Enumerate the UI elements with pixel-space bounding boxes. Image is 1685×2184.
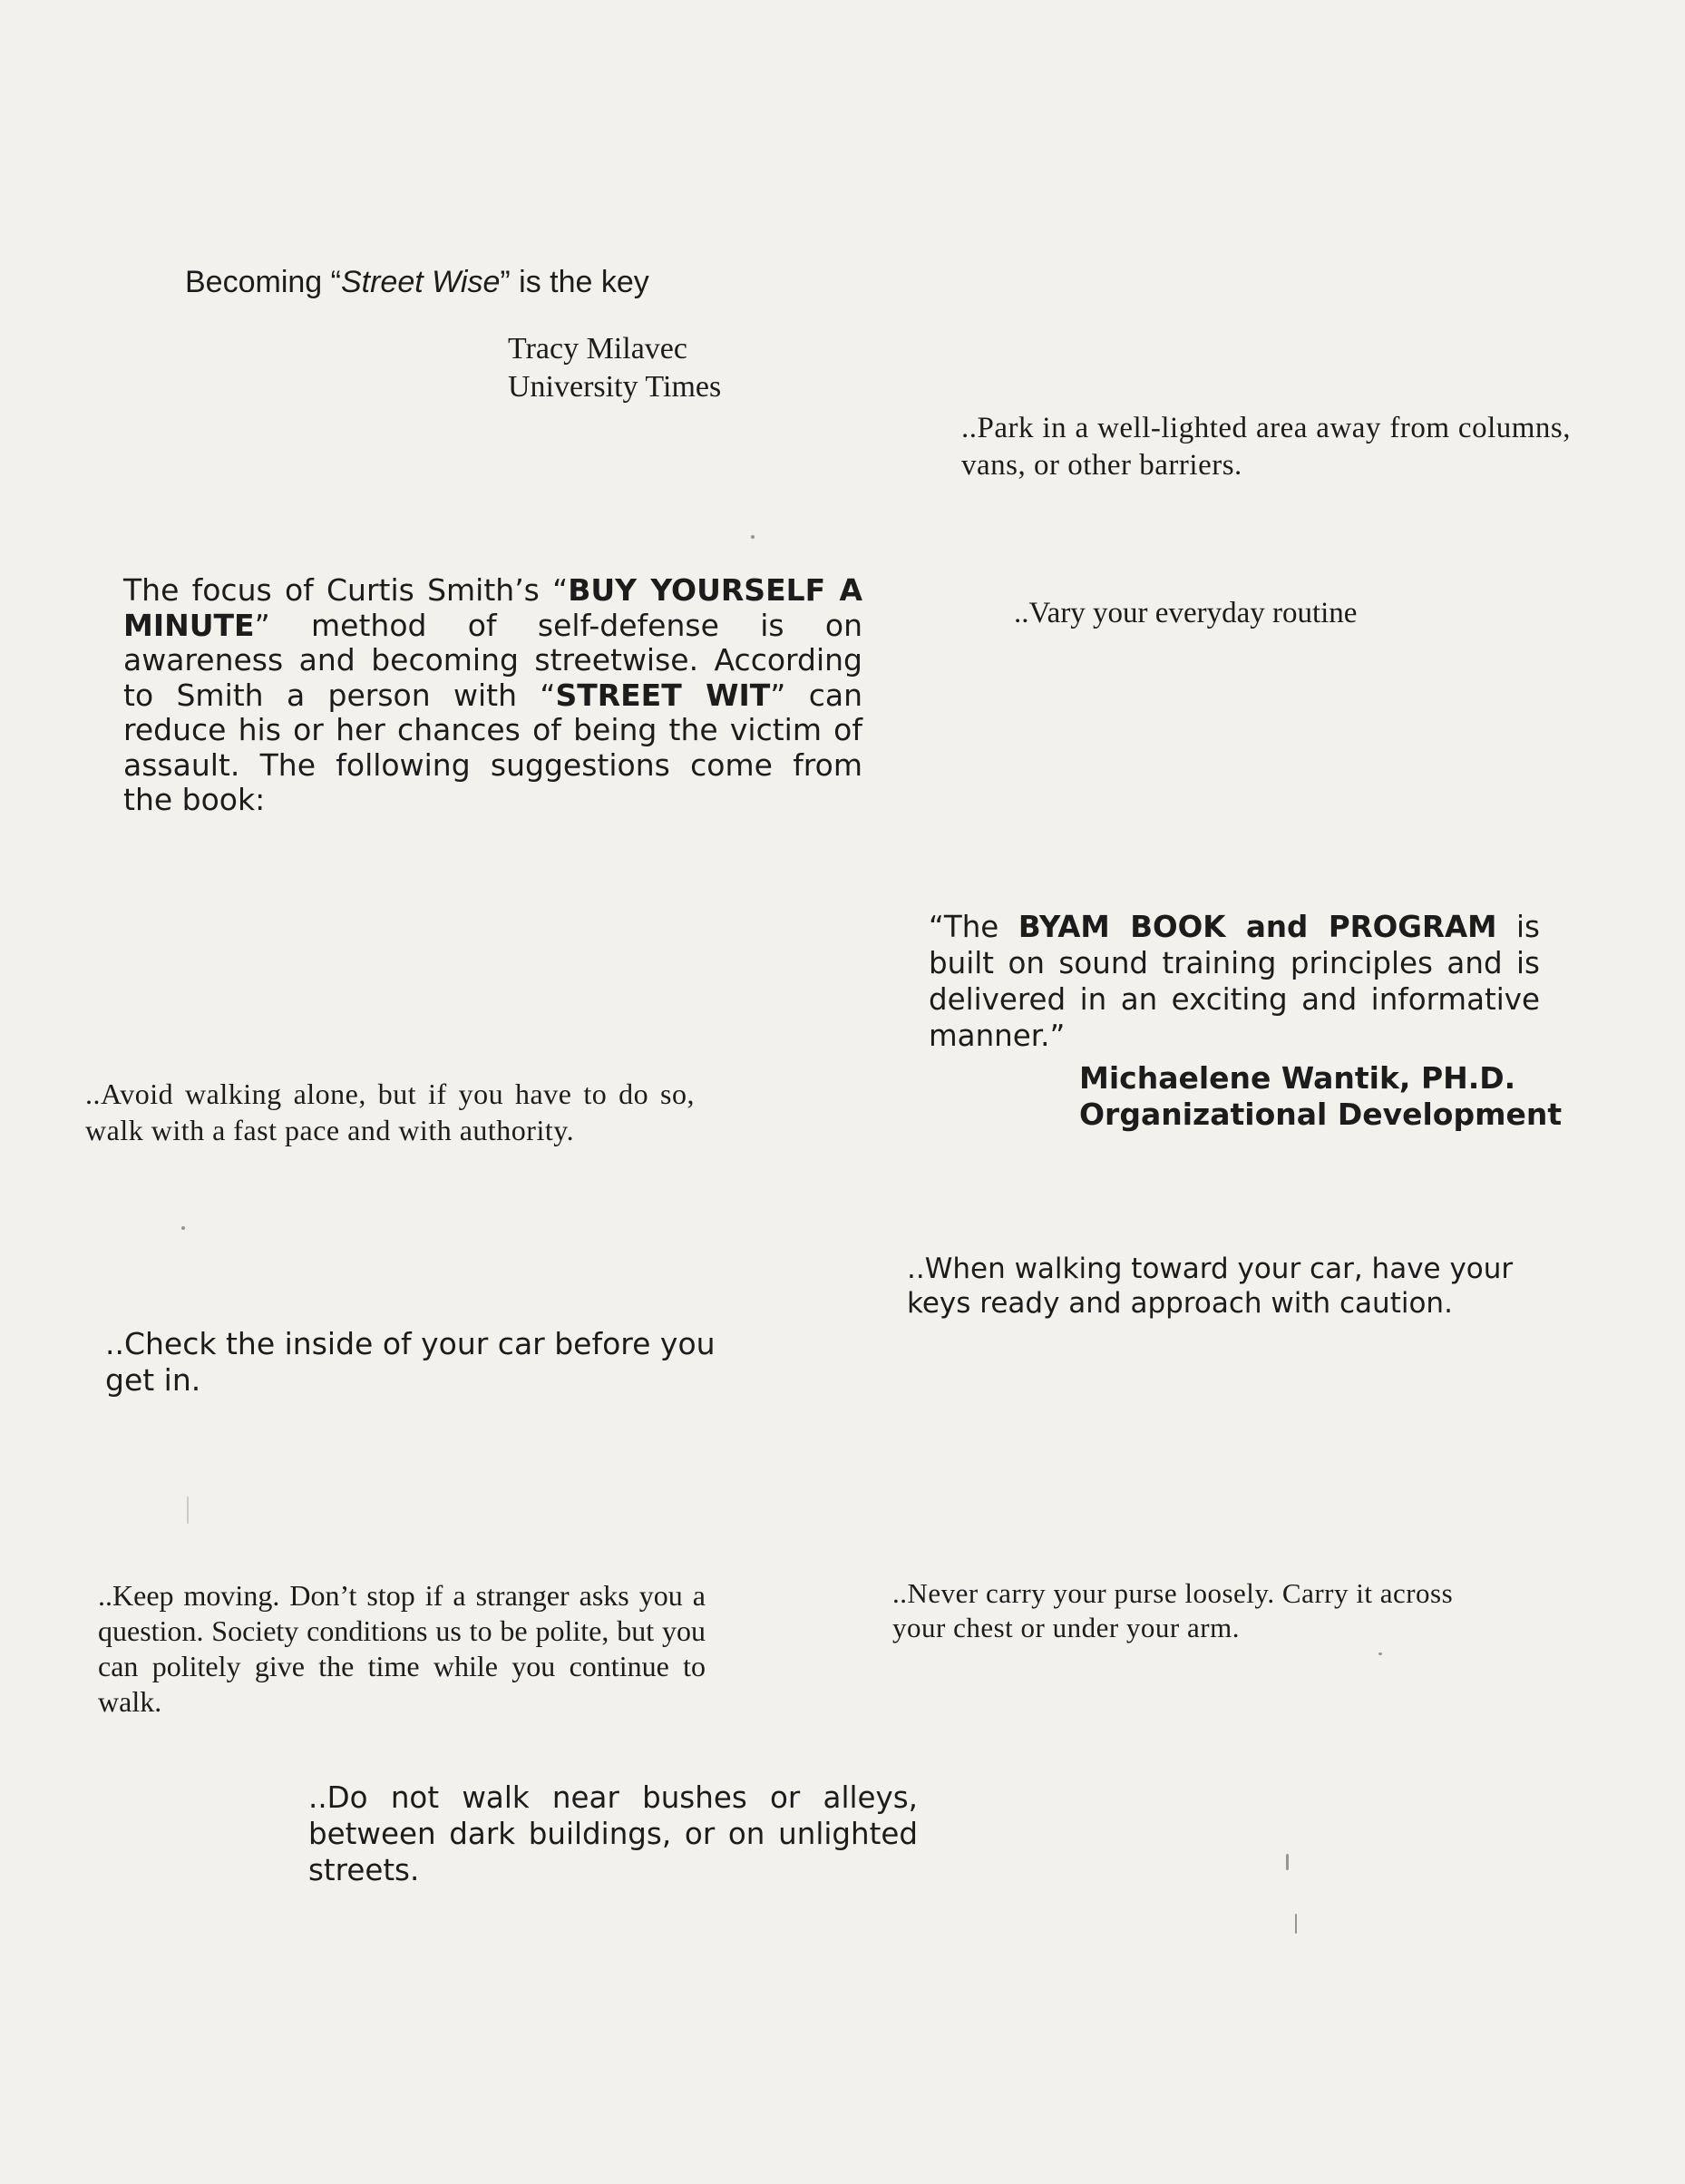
tip-carry-purse: ..Never carry your purse loosely. Carry it across your chest or under your arm. [892, 1577, 1454, 1643]
testimonial-attribution [1079, 1060, 1562, 1133]
quote-bold-program: BYAM BOOK and PROGRAM [1018, 910, 1497, 944]
quote-open: “The [929, 910, 1018, 944]
paper-speck [1378, 1653, 1382, 1655]
tip-park: ..Park in a well-lighted area away from columns, vans, or other barriers. [961, 412, 1571, 482]
intro-bold-method: BUY YOURSELF A MINUTE [123, 572, 862, 643]
title-open-quote: “ [330, 265, 341, 299]
paper-speck [181, 1226, 185, 1230]
author-name: Tracy Milavec [508, 332, 687, 366]
tip-avoid-bushes-alleys: ..Do not walk near bushes or alleys, between dark buildings, or on unlighted streets. [308, 1780, 918, 1887]
testimonial-name: Michaelene Wantik, PH.D. [1079, 1060, 1516, 1096]
intro-text-2: ” method of self-defense is on awareness and becoming streetwise. According to Smith a person with “ [123, 607, 862, 713]
article-title [185, 265, 649, 300]
title-tail: is the key [510, 265, 649, 299]
publication-name: University Times [508, 370, 722, 404]
quote-rest: is built on sound training principles and is delivered in an exciting and informative manner.” [929, 910, 1540, 1053]
title-emphasis: Street Wise [340, 265, 501, 299]
paper-speck [1295, 1914, 1297, 1934]
tip-keep-moving: ..Keep moving. Don’t stop if a stranger asks you a question. Society conditions us to be polite, but you can politely give the time while you continue to walk. [98, 1579, 706, 1718]
intro-text-1: The focus of Curtis Smith’s “ [123, 572, 569, 608]
intro-paragraph [123, 573, 862, 818]
paper-speck [751, 535, 755, 539]
intro-text-3: ” can reduce his or her chances of being the victim of assault. The following suggestions come from the book: [123, 677, 862, 817]
tip-avoid-walking-alone: ..Avoid walking alone, but if you have to do so, walk with a fast pace and with authority. [85, 1077, 695, 1146]
title-lead: Becoming [185, 265, 331, 299]
intro-bold-street-wit: STREET WIT [555, 677, 771, 713]
tip-keys-ready: ..When walking toward your car, have your keys ready and approach with caution. [907, 1253, 1514, 1320]
tip-vary-routine: ..Vary your everyday routine [1014, 597, 1358, 629]
paper-speck [1286, 1854, 1289, 1870]
paper-speck [187, 1497, 189, 1524]
tip-check-car: ..Check the inside of your car before you get in. [105, 1326, 716, 1398]
testimonial-role: Organizational Development [1079, 1097, 1563, 1132]
byline [508, 330, 721, 406]
testimonial-quote [929, 909, 1540, 1054]
title-close-quote: ” [500, 265, 511, 299]
